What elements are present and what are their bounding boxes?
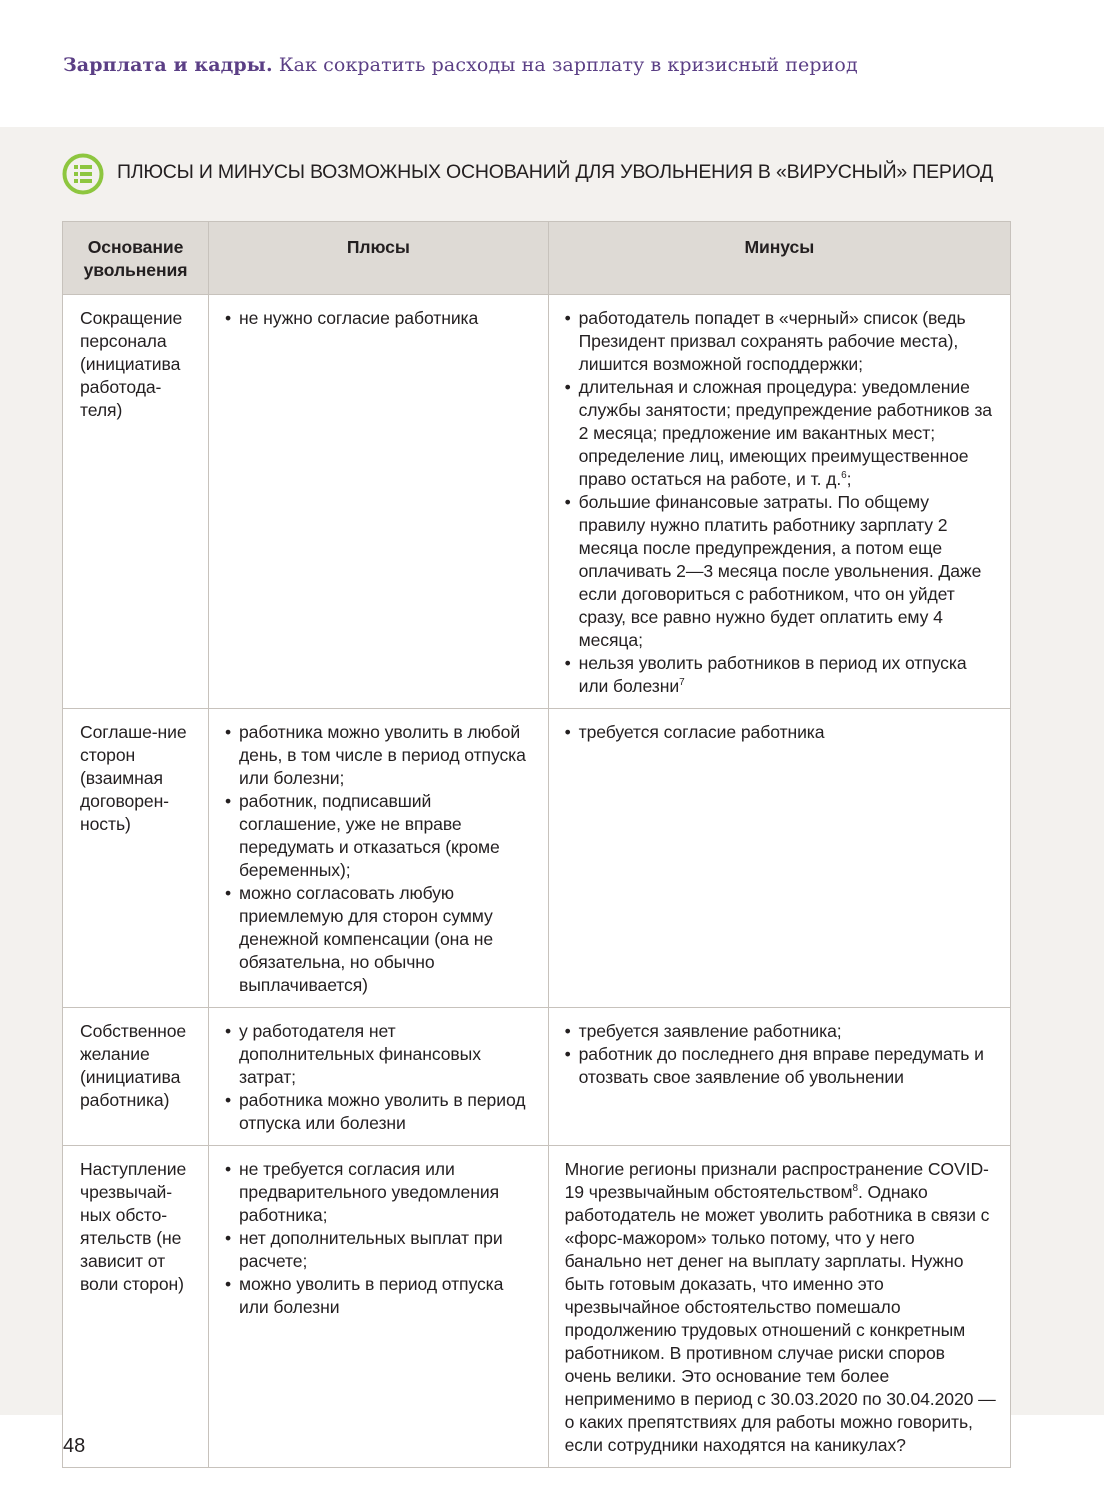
table-row	[63, 1146, 1011, 1468]
list-item: • не нужно согласие работника	[225, 307, 534, 330]
list-item: • требуется заявление работника;	[565, 1020, 996, 1043]
basis-cell: Сокращение персонала (инициатива работода-теля)	[63, 295, 209, 709]
list-item: • требуется согласие работника	[565, 721, 996, 744]
list-item: • не требуется согласия или предварительного уведомления работника;	[225, 1158, 534, 1227]
article-title: Как сократить расходы на зарплату в кризисный период	[278, 54, 858, 76]
column-header-pros: Плюсы	[208, 222, 548, 295]
list-item: • работодатель попадет в «черный» список (ведь Президент призвал сохранять рабочие места), лишится возможной господдержки;	[565, 307, 996, 376]
table-header-row	[63, 222, 1011, 295]
list-item: • работник до последнего дня вправе передумать и отозвать свое заявление об увольнении	[565, 1043, 996, 1089]
list-item: • можно согласовать любую приемлемую для сторон сумму денежной компенсации (она не обязательна, но обычно выплачивается)	[225, 882, 534, 997]
list-item: • работника можно уволить в любой день, в том числе в период отпуска или болезни;	[225, 721, 534, 790]
table-title: ПЛЮСЫ И МИНУСЫ ВОЗМОЖНЫХ ОСНОВАНИЙ ДЛЯ УВОЛЬНЕНИЯ В «ВИРУСНЫЙ» ПЕРИОД	[117, 161, 994, 183]
cons-cell	[548, 1146, 1010, 1468]
section-name: Зарплата и кадры.	[63, 54, 273, 76]
cons-paragraph: Многие регионы признали распространение COVID-19 чрезвычайным обстоятельством$^8$. Однако работодатель не может уволить работника в связи с «форс-мажором» только потому, что у него банально нет денег на выплату зарплаты. Нужно быть готовым доказать, что именно это чрезвычайное обстоятельство помешало продолжению трудовых отношений с конкретным работником. В противном случае риски споров очень велики. Это основание тем более неприменимо в период с 30.03.2020 по 30.04.2020 — о каких препятствиях для работы можно говорить, если сотрудники находятся на каникулах?	[564, 1159, 996, 1455]
page-number: 48	[63, 1435, 86, 1457]
column-header-cons: Минусы	[548, 222, 1010, 295]
basis-cell: Собственное желание (инициатива работника)	[63, 1008, 209, 1146]
list-item: • можно уволить в период отпуска или болезни	[225, 1273, 534, 1319]
cons-cell	[548, 1008, 1010, 1146]
cons-cell	[548, 709, 1010, 1008]
list-item: • работника можно уволить в период отпуска или болезни	[225, 1089, 534, 1135]
dismissal-comparison-table	[62, 221, 1011, 1468]
footnote-mark: 6	[841, 470, 847, 482]
basis-cell: Соглаше-ние сторон (взаимная договорен-ность)	[63, 709, 209, 1008]
running-header	[63, 54, 858, 76]
column-header-basis: Основание увольнения	[63, 222, 209, 295]
pros-cell	[208, 1146, 548, 1468]
table-row	[63, 1008, 1011, 1146]
table-row	[63, 295, 1011, 709]
table-grid-icon	[62, 153, 104, 195]
list-item: • длительная и сложная процедура: уведомление службы занятости; предупреждение работников за 2 месяца; предложение им вакантных мест; определение лиц, имеющих преимущественное право остаться на работе, и т. д.$^6$;	[565, 376, 996, 491]
table-row	[63, 709, 1011, 1008]
list-item: • работник, подписавший соглашение, уже не вправе передумать и отказаться (кроме беременных);	[225, 790, 534, 882]
list-item: • у работодателя нет дополнительных финансовых затрат;	[225, 1020, 534, 1089]
list-item: • большие финансовые затраты. По общему правилу нужно платить работнику зарплату 2 месяца после предупреждения, а потом еще оплачивать 2—3 месяца после увольнения. Даже если договориться с работником, что он уйдет сразу, все равно нужно будет оплатить ему 4 месяца;	[565, 491, 996, 652]
pros-cell	[208, 295, 548, 709]
basis-cell: Наступление чрезвычай-ных обсто-ятельств (не зависит от воли сторон)	[63, 1146, 209, 1468]
pros-cell	[208, 709, 548, 1008]
footnote-mark: 8	[852, 1183, 858, 1195]
pros-cell	[208, 1008, 548, 1146]
footnote-mark: 7	[679, 677, 685, 689]
list-item: • нельзя уволить работников в период их отпуска или болезни$^7$	[565, 652, 996, 698]
list-item: • нет дополнительных выплат при расчете;	[225, 1227, 534, 1273]
cons-cell	[548, 295, 1010, 709]
